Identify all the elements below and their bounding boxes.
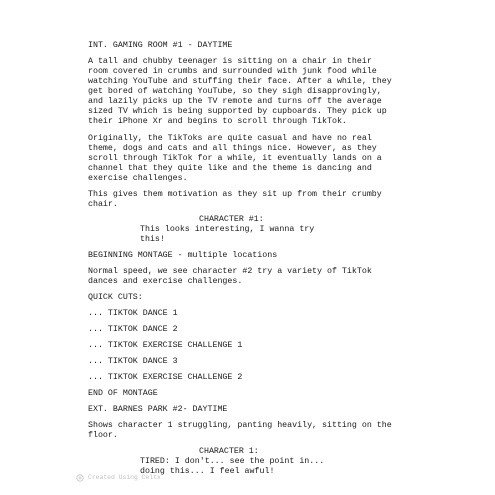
action-line: exercise challenges.: [88, 174, 188, 183]
watermark: [76, 474, 161, 482]
action-line: watching YouTube and stuffing their face. After a while, they: [88, 77, 392, 86]
dialogue-line: doing this... I feel awful!: [140, 467, 275, 476]
action-line: floor.: [88, 431, 118, 440]
action-line: chair.: [88, 200, 118, 209]
character-name: CHARACTER #1:: [199, 215, 264, 224]
montage-cut: ... TIKTOK EXERCISE CHALLENGE 2: [88, 373, 243, 382]
action-line: Originally, the TikToks are quite casual and have no real: [88, 134, 372, 143]
action-line: room covered in crumbs and surrounded with junk food while: [88, 67, 377, 76]
montage-cut: ... TIKTOK DANCE 3: [88, 357, 178, 366]
action-line: sized TV which is being supported by cupboards. They pick up: [88, 107, 387, 116]
action-line: their iPhone Xr and begins to scroll through TikTok.: [88, 117, 347, 126]
action-line: theme, dogs and cats and all things nice. However, as they: [88, 144, 377, 153]
action-line: dances and exercise challenges.: [88, 277, 243, 286]
watermark-text: Created Using Celtx: [88, 474, 161, 481]
montage-heading: BEGINNING MONTAGE - multiple locations: [88, 251, 278, 260]
action-line: channel that they quite like and the theme is dancing and: [88, 164, 372, 173]
end-montage: END OF MONTAGE: [88, 389, 158, 398]
montage-cut: ... TIKTOK DANCE 1: [88, 309, 178, 318]
quick-cuts-label: QUICK CUTS:: [88, 293, 143, 302]
scene-heading: EXT. BARNES PARK #2- DAYTIME: [88, 405, 228, 414]
dialogue-line: this!: [140, 235, 165, 244]
action-line: Shows character 1 struggling, panting heavily, sitting on the: [88, 421, 392, 430]
action-line: This gives them motivation as they sit up from their crumby: [88, 190, 382, 199]
action-line: and lazily picks up the TV remote and turns off the average: [88, 97, 382, 106]
action-line: scroll through TikTok for a while, it eventually lands on a: [88, 154, 382, 163]
scene-heading: INT. GAMING ROOM #1 - DAYTIME: [88, 41, 233, 50]
action-line: Normal speed, we see character #2 try a variety of TikTok: [88, 267, 372, 276]
dialogue-line: This looks interesting, I wanna try: [140, 225, 315, 234]
action-line: A tall and chubby teenager is sitting on a chair in their: [88, 57, 372, 66]
character-name: CHARACTER 1:: [199, 447, 259, 456]
montage-cut: ... TIKTOK EXERCISE CHALLENGE 1: [88, 341, 243, 350]
action-line: get bored of watching YouTube, so they sigh disapprovingly,: [88, 87, 382, 96]
app-logo-icon: [76, 474, 84, 482]
montage-cut: ... TIKTOK DANCE 2: [88, 325, 178, 334]
dialogue-line: TIRED: I don't... see the point in...: [140, 457, 325, 466]
